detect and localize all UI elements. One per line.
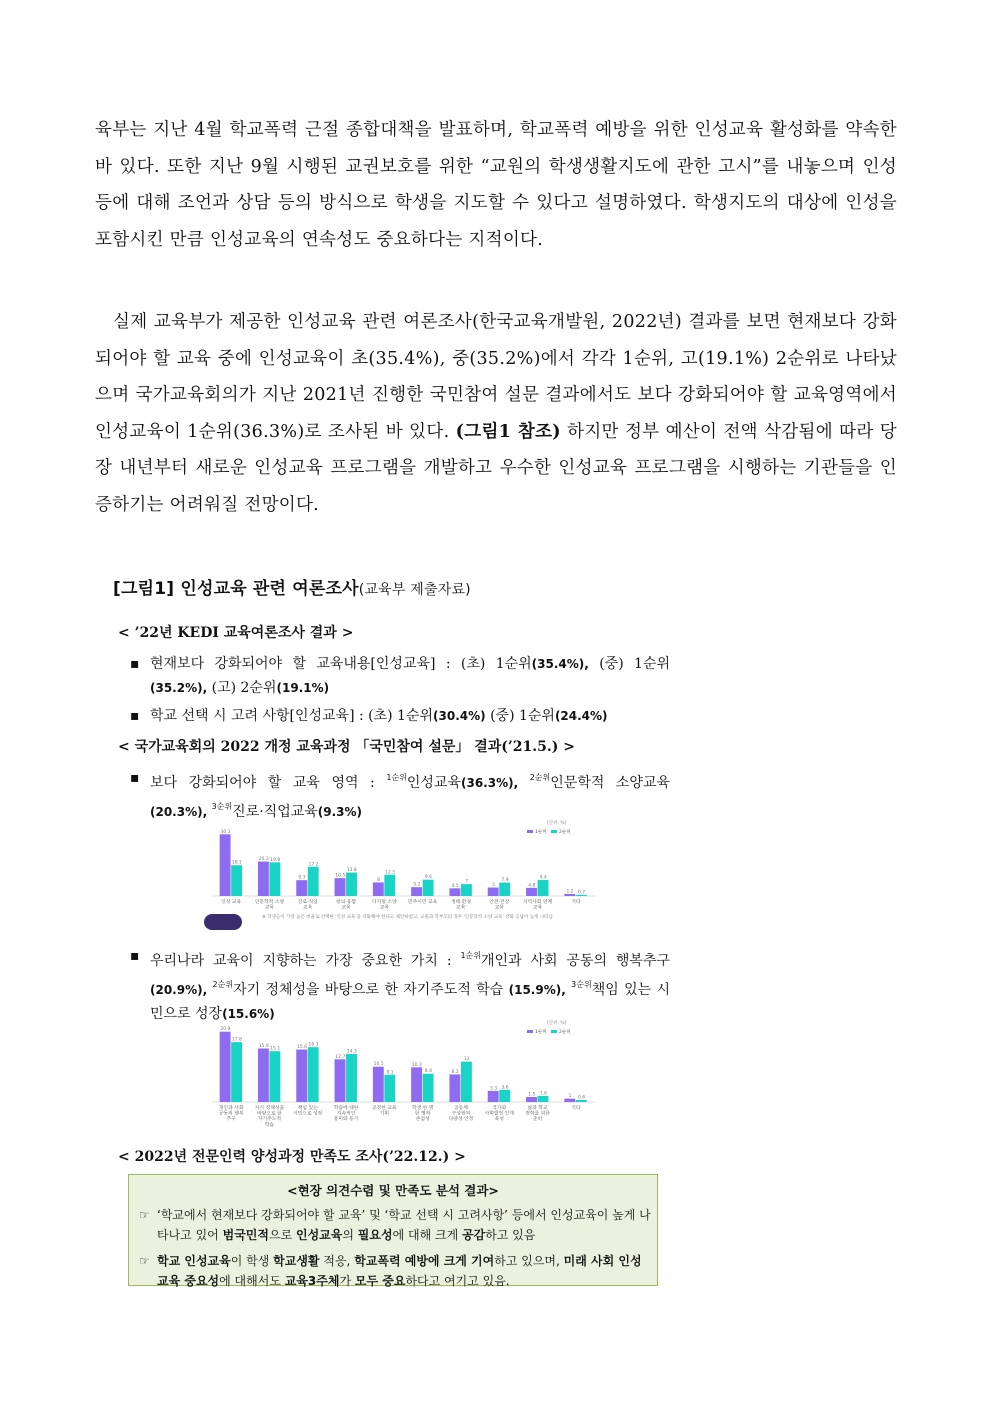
bar-1-4: [384, 875, 395, 896]
category-label-9: 기타: [571, 900, 581, 905]
i1b: 범국민적: [222, 1228, 269, 1242]
bullet-1-1: [130, 652, 670, 700]
value-label-0-7: 5: [492, 883, 495, 888]
bar-0-4: [373, 882, 384, 896]
i2l: 하다고 여기고 있음.: [405, 1274, 510, 1288]
category-label-2: 책임 있는 시민으로 성장: [293, 1106, 323, 1117]
bar-1-5: [423, 1074, 434, 1102]
b11-v1: (35.4%),: [531, 657, 589, 671]
value-label-1-0: 17.8: [231, 1037, 242, 1043]
value-label-0-0: 36.3: [220, 829, 231, 835]
bar-0-8: [526, 888, 537, 896]
chart-1-footer: [200, 912, 600, 936]
category-label-3: 학습에 대한 지속적인 흥미와 동기: [333, 1106, 359, 1123]
value-label-0-5: 10.3: [411, 1062, 422, 1068]
b22-t2: 자기 정체성을 바탕으로 한 자기주도적 학습: [233, 982, 504, 998]
value-label-1-9: 0.6: [578, 1095, 586, 1101]
bar-1-6: [461, 884, 472, 896]
bar-0-0: [220, 834, 231, 896]
bar-1-6: [461, 1062, 472, 1102]
section-3-heading: < 2022년 전문인력 양성과정 만족도 조사(’22.12.) >: [118, 1149, 466, 1165]
value-label-1-4: 8.1: [386, 1070, 394, 1076]
category-label-7: 국가와 사회발전 인재 육성: [484, 1106, 514, 1123]
category-label-6: 공동체 구성원의 다양성 인정: [448, 1106, 474, 1123]
bar-0-3: [335, 878, 346, 896]
b11-mid: (중) 1순위: [599, 656, 670, 672]
category-label-4: 디지털 소양 교육: [371, 900, 397, 911]
value-label-1-2: 17.2: [308, 862, 319, 868]
bar-0-8: [526, 1097, 537, 1102]
legend-label-0: 1순위: [535, 1030, 547, 1035]
value-label-0-1: 15.9: [258, 1044, 269, 1050]
b12-v1: (30.4%): [433, 709, 486, 723]
bar-1-4: [384, 1075, 395, 1102]
value-label-1-7: 3.6: [501, 1085, 509, 1091]
i2b: 이 학생: [230, 1254, 270, 1268]
bar-0-5: [411, 1067, 422, 1102]
category-label-9: 기타: [571, 1106, 581, 1111]
value-label-1-3: 13.8: [346, 868, 357, 874]
rank-2: 2순위: [212, 980, 234, 989]
category-label-0: 인성 교육: [221, 900, 242, 905]
value-label-0-0: 20.9: [220, 1027, 231, 1033]
rank-2: 2순위: [529, 773, 551, 782]
legend-label-1: 2순위: [559, 830, 571, 835]
b12-text: 학교 선택 시 고려 사항[인성교육] : (초) 1순위: [150, 708, 434, 724]
value-label-1-4: 12.5: [385, 870, 396, 876]
i1c: 으로: [268, 1228, 293, 1242]
section-1-heading: < ’22년 KEDI 교육여론조사 결과 >: [118, 625, 354, 641]
paragraph-2: [95, 304, 897, 523]
legend-label-1: 2순위: [559, 1030, 571, 1035]
bar-1-2: [308, 867, 319, 896]
i1g: 에 대해 크게: [392, 1228, 459, 1242]
box-title: <현장 의견수렴 및 만족도 분석 결과>: [287, 1183, 499, 1198]
survey-logo-icon: [204, 914, 242, 930]
i2c: 학교생활: [273, 1254, 320, 1268]
bar-1-0: [231, 865, 242, 896]
b12-mid: (중) 1순위: [490, 708, 555, 724]
value-label-0-7: 3.3: [489, 1086, 498, 1092]
bullet-dot: ▪: [130, 948, 140, 964]
legend-label-0: 1순위: [535, 830, 547, 835]
bar-0-4: [373, 1067, 384, 1102]
legend-swatch-1: [551, 830, 557, 833]
category-label-8: 삶과 학교 전학을 위한 준비: [525, 1106, 550, 1123]
legend-swatch-0: [527, 830, 533, 833]
b22-v3: (15.6%): [222, 1007, 275, 1021]
bar-0-1: [258, 1049, 269, 1102]
value-label-0-2: 9.3: [298, 875, 306, 881]
category-label-5: 학생 한 명 한 명의 존엄성: [411, 1106, 434, 1123]
value-label-1-1: 19.8: [270, 857, 281, 863]
i1h: 공감: [462, 1228, 486, 1242]
bar-0-5: [411, 887, 422, 896]
b21-v1: (36.3%),: [460, 776, 519, 790]
value-label-0-1: 20.3: [258, 856, 269, 862]
value-label-0-5: 5.2: [413, 882, 421, 888]
bar-0-2: [296, 880, 307, 896]
i2h: 에 대해서도: [219, 1274, 281, 1288]
value-label-1-1: 15.1: [270, 1046, 281, 1052]
b11-text: 현재보다 강화되어야 할 교육내용[인성교육] : (초) 1순위: [150, 656, 532, 672]
b21-v2: (20.3%),: [150, 805, 208, 819]
paragraph-1: 육부는 지난 4월 학교폭력 근절 종합대책을 발표하며, 학교폭력 예방을 위한 인성교육 활성화를 약속한 바 있다. 또한 지난 9월 시행된 교권보호를 위한 “교원의 학생생활지도에 관한 고시”를 내놓으며 인성 등에 대해 조언과 상담 등의 방식으로 학생을 지도할 수 있다고 설명하였다. 학생지도의 대상에 인성을 포함시킨 만큼 인성교육의 연속성도 중요하다는 지적이다.: [95, 120, 897, 250]
category-label-4: 공정한 교육 기회: [371, 1106, 397, 1117]
paragraph-2-b: 하지만 정부 예산이 전액 삭감됨에 따라 당장 내년부터 새로운 인성교육 프로그램을 개발하고 우수한 인성교육 프로그램을 시행하는 기관들을 인증하기는 어려워질 전망이다.: [95, 421, 897, 515]
value-label-0-3: 10.5: [335, 873, 346, 879]
value-label-1-3: 14.3: [346, 1049, 357, 1055]
b22-v1: (20.9%),: [150, 983, 208, 997]
bullet-1-2: [130, 704, 670, 728]
b11-mid2: (고) 2순위: [211, 680, 277, 696]
value-label-1-6: 12: [463, 1057, 470, 1063]
b21-pre: 보다 강화되어야 할 교육 영역 :: [150, 775, 375, 791]
bar-0-7: [488, 888, 499, 897]
figure-title-text: [그림1] 인성교육 관련 여론조사: [113, 579, 359, 599]
category-label-2: 진로·직업 교육: [297, 900, 318, 911]
chart-unit-label: [단위: %]: [547, 1021, 567, 1026]
bar-0-1: [258, 861, 269, 896]
category-label-1: 인문학적 소양 교육: [254, 900, 285, 911]
bar-1-5: [423, 880, 434, 896]
figure-reference: (그림1 참조): [455, 421, 561, 442]
paragraph-2-a: 실제 교육부가 제공한 인성교육 관련 여론조사(한국교육개발원, 2022년) 결과를 보면 현재보다 강화되어야 할 교육 중에 인성교육이 초(35.4%), 중(35.2%)에서 각각 1순위, 고(19.1%) 2순위로 나타났으며 국가교육회의가 지난 2021년 진행한 국민참여 설문 결과에서도 보다 강화되어야 할 교육영역에서 인성교육이 1순위(36.3%)로 조사된 바 있다.: [95, 312, 897, 442]
value-label-0-9: 1: [568, 1094, 572, 1100]
rank-3: 3순위: [571, 980, 592, 989]
bar-1-8: [538, 880, 549, 896]
b12-v2: (24.4%): [554, 709, 608, 723]
i2j: 가: [339, 1274, 352, 1288]
value-label-0-8: 4.8: [528, 883, 536, 889]
i1e: 의: [342, 1228, 354, 1242]
category-label-5: 민주시민 교육: [407, 900, 438, 905]
bar-0-6: [449, 1074, 460, 1102]
bar-0-3: [335, 1059, 346, 1102]
bullet-dot: ▪: [130, 770, 140, 786]
chart-education-values: [200, 1014, 605, 1140]
rank-1: 1순위: [386, 773, 407, 782]
rank-1: 1순위: [460, 951, 482, 960]
bar-0-6: [449, 888, 460, 896]
pointing-hand-icon: ☞: [139, 1254, 150, 1268]
rank-3: 3순위: [211, 802, 233, 811]
i1a: ‘학교에서 현재보다 강화되어야 할 교육’ 및 ‘학교 선택 시 고려사항’ 등에서 인성교육이 높게 나타나고 있어: [157, 1208, 651, 1242]
value-label-0-6: 8.2: [451, 1069, 459, 1075]
bar-1-1: [269, 862, 280, 896]
category-label-1: 자기 정체성을 바탕으로 한 자기주도적 학습: [254, 1106, 285, 1128]
category-label-3: 창의·융합 교육: [336, 900, 357, 911]
bar-1-0: [231, 1042, 242, 1102]
bar-0-9: [564, 1099, 575, 1102]
category-label-7: 안전·건강 교육: [489, 900, 510, 911]
pointing-hand-icon: ☞: [139, 1208, 150, 1222]
b11-v2: (35.2%),: [150, 681, 208, 695]
bar-0-7: [488, 1091, 499, 1102]
bar-1-3: [346, 1054, 357, 1102]
legend-swatch-0: [527, 1030, 533, 1033]
value-label-0-6: 4.5: [451, 883, 459, 889]
value-label-0-2: 15.6: [296, 1045, 308, 1051]
value-label-0-4: 10.5: [373, 1062, 384, 1068]
b11-v3: (19.1%): [276, 681, 330, 695]
i2a: 학교 인성교육: [157, 1254, 231, 1268]
b22-t3: 책임 있는 시민으로 성장: [150, 982, 671, 1022]
i2d: 적응,: [323, 1254, 351, 1268]
value-label-1-5: 8.4: [424, 1069, 432, 1075]
i2f: 하고 있으며,: [494, 1254, 560, 1268]
bullet-dot: ▪: [130, 708, 140, 724]
value-label-0-8: 1.5: [528, 1092, 536, 1098]
value-label-1-7: 7.9: [501, 878, 509, 884]
b21-t1: 인성교육: [406, 775, 461, 791]
i1f: 필요성: [357, 1228, 393, 1242]
bar-1-2: [308, 1047, 319, 1102]
b22-t1: 개인과 사회 공동의 행복추구: [481, 953, 671, 969]
b21-v3: (9.3%): [317, 805, 363, 819]
value-label-1-8: 9.4: [539, 875, 547, 881]
i1i: 하고 있음: [485, 1228, 536, 1242]
bar-1-3: [346, 873, 357, 896]
category-label-8: 지역사회 연계 교육: [522, 900, 553, 911]
box-item-2: [139, 1251, 651, 1291]
chart-unit-label: [단위: %]: [547, 821, 567, 826]
b21-t2: 인문학적 소양교육: [550, 775, 671, 791]
category-label-6: 생태·환경 교육: [450, 900, 471, 911]
bar-1-1: [269, 1051, 280, 1102]
section-2-heading: < 국가교육회의 2022 개정 교육과정 「국민참여 설문」 결과(’21.5.) >: [118, 739, 575, 755]
value-label-1-0: 18.1: [231, 860, 242, 866]
bar-1-7: [499, 1090, 510, 1102]
bullet-dot: ▪: [130, 656, 140, 672]
b21-t3: 진로·직업교육: [232, 804, 318, 820]
value-label-1-8: 1.8: [539, 1091, 547, 1097]
value-label-1-6: 7: [465, 879, 469, 885]
chart-note: ※ 학생들이 가장 높은 비율로 선택한 '인성 교육'을 강화해야 한다고 제안하였고, 교원과 학부모의 경우 '인문학적 소양 교육' 강화 응답이 높게 나타남: [262, 915, 553, 920]
bar-0-2: [296, 1050, 307, 1102]
figure-title: [113, 574, 471, 599]
value-label-1-9: 0.7: [578, 890, 586, 896]
figure-source: (교육부 제출자료): [358, 582, 471, 598]
value-label-1-5: 9.6: [424, 875, 432, 881]
bar-1-7: [499, 883, 510, 896]
i2e: 학교폭력 예방에 크게 기여: [354, 1254, 495, 1268]
i2g: 미래 사회 인성교육 중요성: [157, 1254, 642, 1288]
box-item-1: [139, 1205, 651, 1245]
value-label-0-9: 1.2: [566, 889, 574, 895]
i2i: 교육3주체: [284, 1274, 340, 1288]
legend-swatch-1: [551, 1030, 557, 1033]
i2k: 모두 중요: [354, 1274, 406, 1288]
b22-v2: (15.9%),: [508, 983, 566, 997]
i1d: 인성교육: [296, 1228, 343, 1242]
category-label-0: 개인과 사회 공동의 행복 추구: [218, 1106, 244, 1123]
value-label-0-4: 8: [377, 877, 381, 883]
survey-result-box: [128, 1174, 658, 1286]
b22-pre: 우리나라 교육이 지향하는 가장 중요한 가치 :: [150, 953, 452, 969]
value-label-1-2: 16.3: [308, 1042, 319, 1048]
bar-0-0: [220, 1032, 231, 1102]
bar-1-8: [538, 1096, 549, 1102]
value-label-0-3: 12.7: [335, 1054, 346, 1060]
